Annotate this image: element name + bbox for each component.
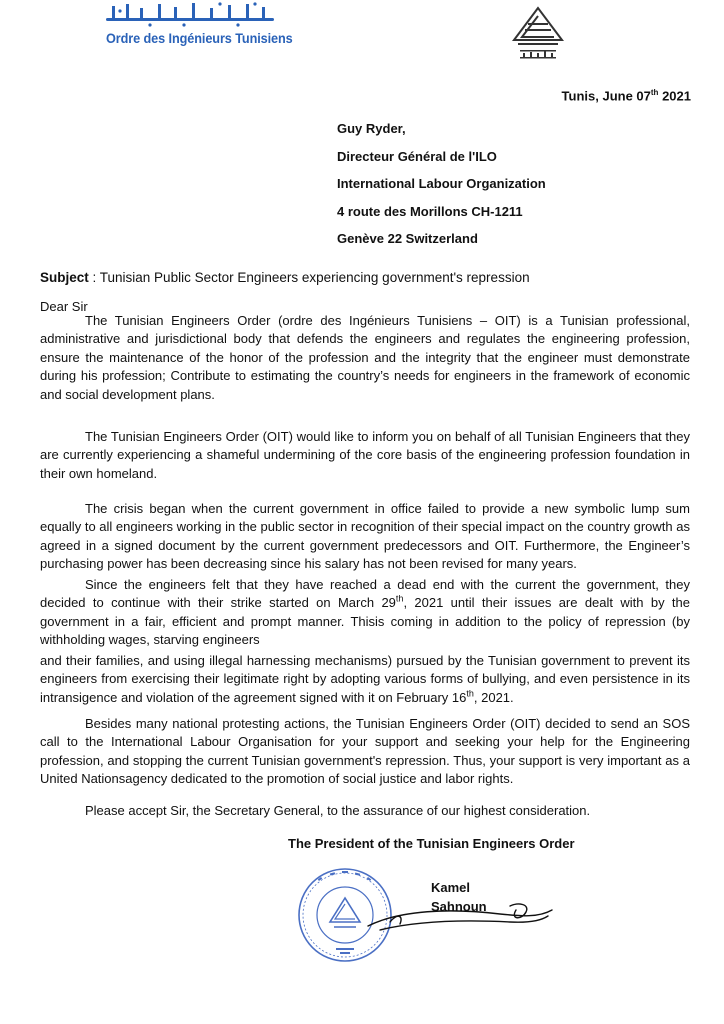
recipient-organization: International Labour Organization — [337, 176, 546, 191]
oit-emblem-logo — [508, 0, 568, 72]
signatory-first-name: Kamel — [431, 880, 471, 895]
arabic-logo-text — [100, 2, 280, 30]
signatory-title: The President of the Tunisian Engineers Order — [288, 836, 575, 851]
signatory-name — [431, 878, 487, 916]
subject-label: Subject — [40, 270, 89, 285]
recipient-address — [337, 122, 546, 260]
paragraph-6: Besides many national protesting actions, the Tunisian Engineers Order (OIT) decided to send an SOS call to the International Labour Organisation for your support and seeking your help for the Engineering profession, and stopping the current Tunisian government's repression. Thus, your support is very important as a United Nationsagency dedicated to the promotion of social justice and labor rights. — [40, 716, 690, 787]
recipient-name: Guy Ryder, — [337, 121, 406, 136]
recipient-title: Directeur Général de l'ILO — [337, 148, 497, 164]
paragraph-1: The Tunisian Engineers Order (ordre des Ingénieurs Tunisiens – OIT) is a Tunisian professional, administrative and jurisdictional body that defends the engineers and regulates the engineering profession, ensure the maintenance of the honor of the profession and the integrity that the engineer must demonstrate during his profession; Contribute to estimating the country’s needs for engineers in the framework of economic and social development plans. — [40, 313, 690, 402]
paragraph-2: The Tunisian Engineers Order (OIT) would like to inform you on behalf of all Tunisian Engineers that they are currently experiencing a shameful undermining of the core basis of the engineering profession foundation in their own homeland. — [40, 429, 690, 481]
paragraph-3: The crisis began when the current government in office failed to provide a new symbolic lump sum equally to all engineers working in the public sector in recognition of their special impact on the country growth as agreed in a signed document by the current government predecessors and OIT. Furthermore, the Engineer’s purchasing power has been decreasing since his salary has not been revised for many years. — [40, 501, 690, 572]
paragraph-4: Since the engineers felt that they have reached a dead end with the current the government, they decided to continue with their strike started on March 29th, 2021 until their issues are dealt with by the government in a fair, efficient and prompt manner. Thisis coming in addition to the policy of repression (by withholding wages, starving engineers — [40, 577, 690, 648]
paragraph-5: and their families, and using illegal harnessing mechanisms) pursued by the Tunisian government to prevent its engineers from exercising their legitimate right by adopting various forms of bullying, and even persistence in its intransigence and violation of the agreement signed with it on February 16th, 2021. — [40, 653, 690, 705]
recipient-city: Genève 22 Switzerland — [337, 231, 478, 246]
logo-latin-name: Ordre des Ingénieurs Tunisiens — [106, 31, 293, 46]
signatory-last-name: Sahnoun — [431, 899, 487, 914]
subject-text: : Tunisian Public Sector Engineers experiencing government's repression — [88, 270, 530, 285]
letter-date: Tunis, June 07th 2021 — [561, 88, 691, 104]
greeting: Dear Sir — [40, 299, 88, 314]
recipient-street: 4 route des Morillons CH-1211 — [337, 203, 523, 219]
subject-line — [40, 270, 530, 285]
closing-line: Please accept Sir, the Secretary General, to the assurance of our highest consideration. — [85, 803, 591, 818]
